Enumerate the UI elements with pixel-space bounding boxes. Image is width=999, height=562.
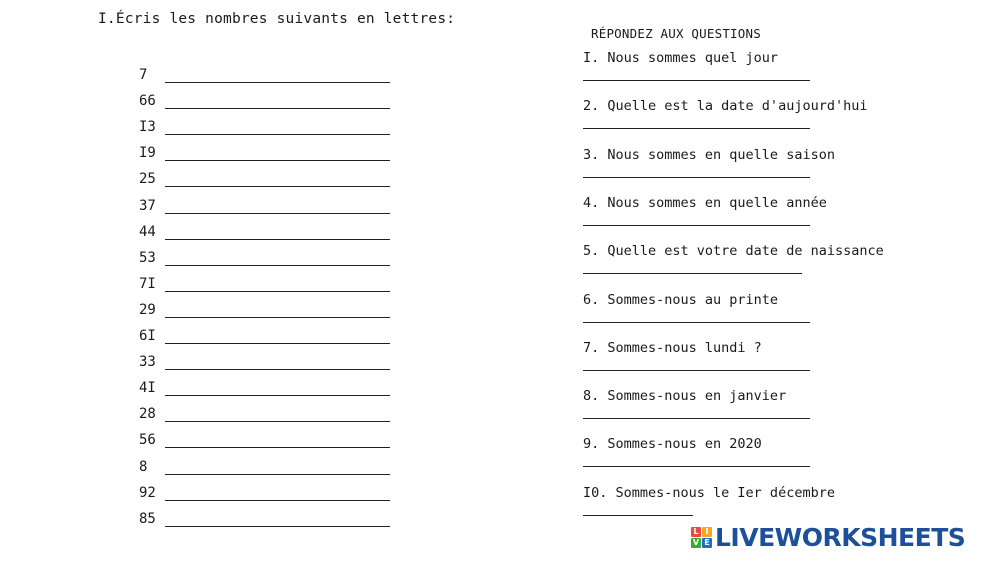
number-row [139, 507, 390, 527]
question-text: 7. Sommes-nous lundi ? [583, 339, 762, 356]
logo-mark-tile: E [702, 538, 712, 548]
number-row [139, 167, 390, 187]
number-label: 92 [139, 484, 156, 501]
question-text: 6. Sommes-nous au printe [583, 291, 779, 308]
answer-field[interactable] [583, 418, 810, 419]
number-row [139, 402, 390, 422]
answer-field[interactable] [583, 466, 810, 467]
answer-field[interactable] [165, 275, 390, 292]
logo-mark-tile: V [692, 538, 700, 547]
question-item [583, 243, 893, 274]
logo-mark-icon [691, 527, 712, 548]
number-row [139, 324, 390, 344]
number-label: 4I [139, 380, 156, 397]
number-row [139, 63, 390, 83]
number-label: 37 [139, 197, 156, 214]
answer-field[interactable] [165, 353, 390, 370]
number-label: 44 [139, 223, 156, 240]
number-label: I3 [139, 119, 156, 136]
answer-field[interactable] [583, 322, 810, 323]
number-label: 8 [139, 458, 148, 475]
number-row [139, 220, 390, 240]
number-row [139, 455, 390, 475]
question-item [583, 195, 893, 226]
answer-field[interactable] [165, 118, 390, 135]
answer-field[interactable] [165, 327, 390, 344]
logo-mark-tile: L [691, 527, 701, 537]
question-item [583, 485, 893, 516]
question-item [583, 436, 893, 467]
question-text: 4. Nous sommes en quelle année [583, 194, 827, 211]
number-row [139, 141, 390, 161]
answer-field[interactable] [165, 458, 390, 475]
answer-field[interactable] [583, 177, 810, 178]
logo-mark-tile: I [702, 527, 712, 537]
number-label: 33 [139, 354, 156, 371]
number-label: 7 [139, 67, 148, 83]
answer-field[interactable] [583, 80, 810, 81]
number-label: 85 [139, 510, 156, 527]
number-row [139, 272, 390, 292]
number-label: 6I [139, 328, 156, 344]
answer-field[interactable] [165, 197, 390, 214]
number-label: 66 [139, 93, 156, 110]
answer-field[interactable] [583, 225, 810, 226]
number-label: 53 [139, 249, 156, 266]
answer-field[interactable] [583, 370, 810, 371]
answer-field[interactable] [583, 273, 802, 274]
questions-title: RÉPONDEZ AUX QUESTIONS [591, 26, 761, 41]
number-row [139, 298, 390, 318]
answer-field[interactable] [165, 144, 390, 161]
number-label: 7I [139, 275, 156, 292]
answer-field[interactable] [165, 249, 390, 266]
question-text: I. Nous sommes quel jour [583, 50, 779, 66]
number-row [139, 194, 390, 214]
answer-field[interactable] [165, 170, 390, 187]
question-item [583, 388, 893, 419]
answer-field[interactable] [165, 301, 390, 318]
number-label: 56 [139, 432, 156, 449]
question-text: 5. Quelle est votre date de naissance [583, 243, 884, 260]
question-text: 3. Nous sommes en quelle saison [583, 146, 835, 163]
question-item [583, 50, 893, 81]
question-text: 2. Quelle est la date d'aujourd'hui [583, 98, 868, 115]
question-item [583, 147, 893, 178]
logo-text: LIVEWORKSHEETS [715, 522, 966, 552]
answer-field[interactable] [165, 66, 390, 83]
question-text: 8. Sommes-nous en janvier [583, 388, 787, 405]
number-row [139, 376, 390, 396]
number-label: 29 [139, 301, 156, 318]
question-item [583, 292, 893, 323]
answer-field[interactable] [165, 379, 390, 396]
number-row [139, 115, 390, 135]
answer-field[interactable] [165, 223, 390, 240]
answer-field[interactable] [165, 431, 390, 448]
answer-field[interactable] [583, 515, 693, 516]
answer-field[interactable] [165, 92, 390, 109]
question-item [583, 340, 893, 371]
exercise-title: I.Écris les nombres suivants en lettres: [98, 11, 456, 27]
question-text: I0. Sommes-nous le Ier décembre [583, 484, 835, 501]
number-row [139, 481, 390, 501]
number-label: I9 [139, 145, 156, 162]
number-label: 28 [139, 406, 156, 423]
answer-field[interactable] [165, 405, 390, 422]
number-row [139, 428, 390, 448]
number-row [139, 89, 390, 109]
answer-field[interactable] [583, 128, 810, 129]
question-item [583, 98, 893, 129]
question-text: 9. Sommes-nous en 2020 [583, 436, 762, 453]
answer-field[interactable] [165, 510, 390, 527]
answer-field[interactable] [165, 484, 390, 501]
number-row [139, 246, 390, 266]
liveworksheets-logo [691, 522, 965, 552]
number-label: 25 [139, 171, 156, 188]
number-row [139, 350, 390, 370]
